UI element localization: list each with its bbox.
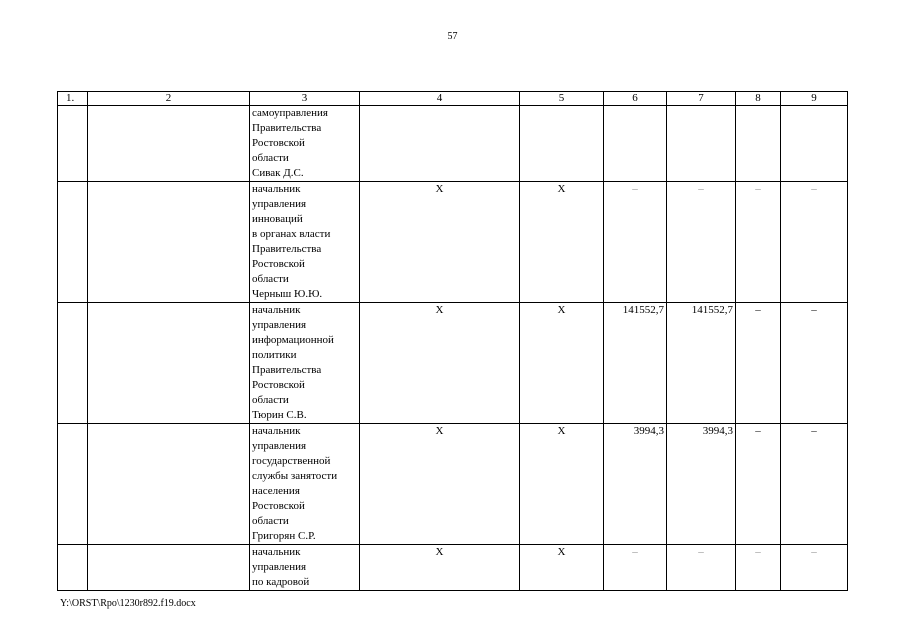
column-header-8: 8 bbox=[736, 92, 781, 106]
column-header-3: 3 bbox=[250, 92, 360, 106]
table-cell bbox=[360, 106, 520, 182]
table-cell: 141552,7 bbox=[667, 303, 736, 424]
table-cell bbox=[520, 106, 604, 182]
table-cell: – bbox=[781, 182, 848, 303]
budget-table bbox=[57, 91, 848, 591]
table-cell: 141552,7 bbox=[604, 303, 667, 424]
column-header-1: 1. bbox=[58, 92, 88, 106]
table-cell bbox=[58, 545, 88, 591]
table-cell: Х bbox=[360, 424, 520, 545]
table-cell: – bbox=[736, 545, 781, 591]
official-name-cell: начальник управления по кадровой bbox=[250, 545, 360, 591]
table-cell: – bbox=[667, 545, 736, 591]
table-cell: – bbox=[781, 303, 848, 424]
table-cell: Х bbox=[360, 303, 520, 424]
table-cell: Х bbox=[520, 424, 604, 545]
table-cell: – bbox=[781, 424, 848, 545]
table-cell: – bbox=[736, 303, 781, 424]
table-row bbox=[58, 545, 848, 591]
table-cell bbox=[58, 182, 88, 303]
table-cell bbox=[88, 545, 250, 591]
table-cell bbox=[58, 303, 88, 424]
column-header-6: 6 bbox=[604, 92, 667, 106]
table-cell: – bbox=[736, 182, 781, 303]
table-cell bbox=[88, 424, 250, 545]
official-name-cell: начальник управления инноваций в органах власти Правительства Ростовской области Черныш Ю.Ю. bbox=[250, 182, 360, 303]
table-cell: – bbox=[736, 424, 781, 545]
table-row bbox=[58, 106, 848, 182]
header-row bbox=[58, 92, 848, 106]
official-name-cell: начальник управления государственной службы занятости населения Ростовской области Григорян С.Р. bbox=[250, 424, 360, 545]
official-name-cell: самоуправления Правительства Ростовской области Сивак Д.С. bbox=[250, 106, 360, 182]
table-cell bbox=[736, 106, 781, 182]
table-row bbox=[58, 182, 848, 303]
table-cell bbox=[88, 303, 250, 424]
table-cell: 3994,3 bbox=[604, 424, 667, 545]
column-header-4: 4 bbox=[360, 92, 520, 106]
table-cell: Х bbox=[360, 545, 520, 591]
table-cell: – bbox=[667, 182, 736, 303]
table-cell: – bbox=[604, 182, 667, 303]
table-cell bbox=[781, 106, 848, 182]
official-name-cell: начальник управления информационной политики Правительства Ростовской области Тюрин С.В. bbox=[250, 303, 360, 424]
table-cell bbox=[88, 182, 250, 303]
table-cell: – bbox=[604, 545, 667, 591]
table-cell: Х bbox=[520, 303, 604, 424]
table-cell bbox=[88, 106, 250, 182]
table-cell bbox=[667, 106, 736, 182]
table-cell bbox=[58, 424, 88, 545]
table-cell: Х bbox=[520, 182, 604, 303]
table-cell bbox=[604, 106, 667, 182]
column-header-5: 5 bbox=[520, 92, 604, 106]
column-header-7: 7 bbox=[667, 92, 736, 106]
table-row bbox=[58, 424, 848, 545]
table-cell: 3994,3 bbox=[667, 424, 736, 545]
column-header-9: 9 bbox=[781, 92, 848, 106]
table-row bbox=[58, 303, 848, 424]
page-number: 57 bbox=[447, 31, 458, 42]
column-header-2: 2 bbox=[88, 92, 250, 106]
table-cell: Х bbox=[360, 182, 520, 303]
table-cell bbox=[58, 106, 88, 182]
table-cell: Х bbox=[520, 545, 604, 591]
file-path-footer: Y:\ORST\Rpo\1230r892.f19.docx bbox=[60, 598, 196, 609]
table-cell: – bbox=[781, 545, 848, 591]
